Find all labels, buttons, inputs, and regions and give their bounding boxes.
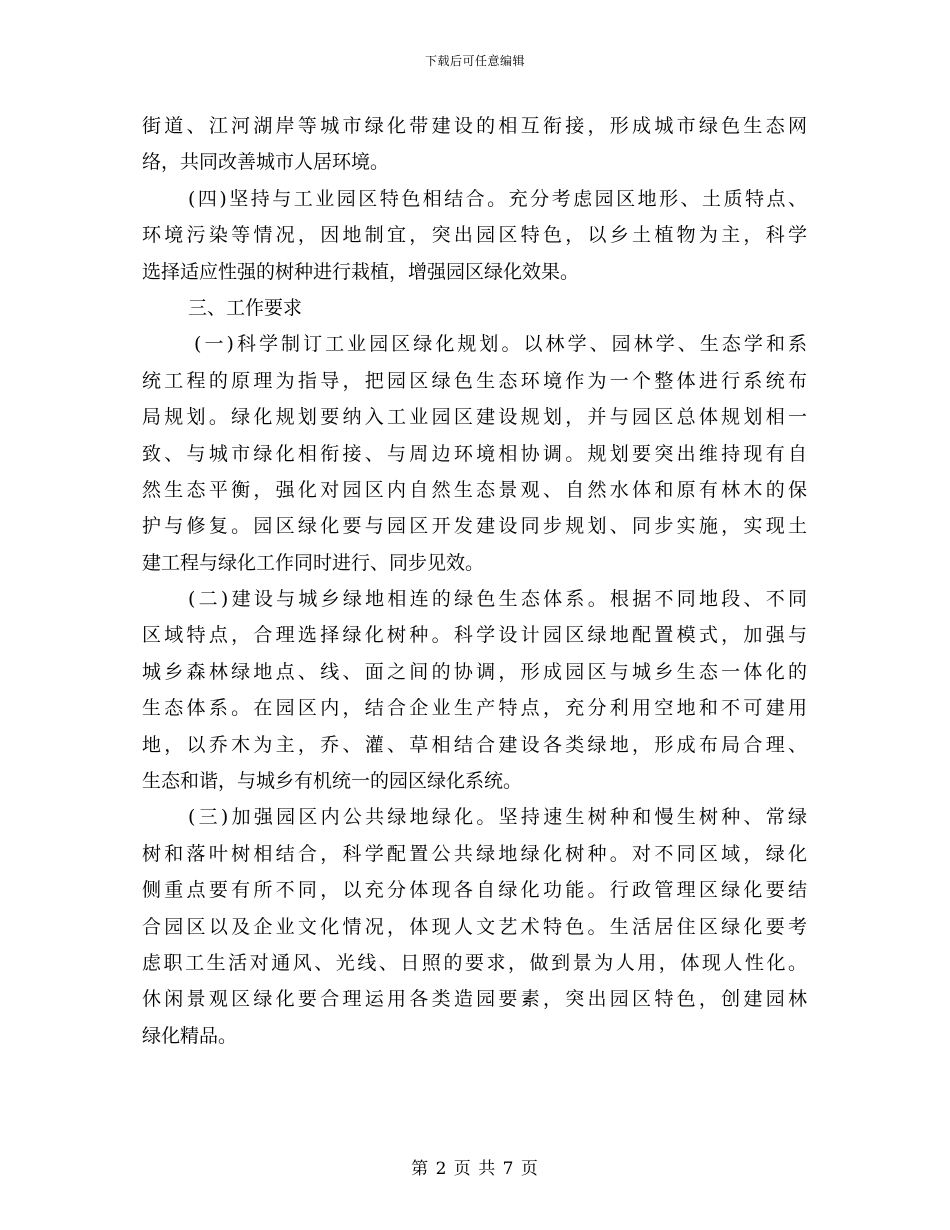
body-line: 虑职工生活对通风、光线、日照的要求，做到景为人用，体现人性化。 bbox=[142, 951, 807, 974]
document-body bbox=[142, 108, 807, 1054]
page-header: 下载后可任意编辑 bbox=[424, 54, 525, 68]
body-line: 区域特点，合理选择绿化树种。科学设计园区绿地配置模式，加强与 bbox=[142, 624, 807, 647]
body-line: 合园区以及企业文化情况，体现人文艺术特色。生活居住区绿化要考 bbox=[142, 915, 807, 938]
body-line: 统工程的原理为指导，把园区绿色生态环境作为一个整体进行系统布 bbox=[142, 369, 807, 392]
body-line: 树和落叶树相结合，科学配置公共绿地绿化树种。对不同区域，绿化 bbox=[142, 842, 807, 865]
section-heading: 三、工作要求 bbox=[188, 296, 303, 319]
body-line: 地，以乔木为主，乔、灌、草相结合建设各类绿地，形成布局合理、 bbox=[142, 733, 807, 756]
body-line: 生态和谐，与城乡有机统一的园区绿化系统。 bbox=[142, 770, 523, 793]
paragraph-two-start: (二)建设与城乡绿地相连的绿色生态体系。根据不同地段、不同 bbox=[188, 588, 807, 611]
paragraph-one-start: (一)科学制订工业园区绿化规划。以林学、园林学、生态学和系 bbox=[194, 333, 807, 356]
body-line: 局规划。绿化规划要纳入工业园区建设规划，并与园区总体规划相一 bbox=[142, 406, 807, 429]
body-line: 络，共同改善城市人居环境。 bbox=[142, 151, 390, 174]
page-number: 第 2 页 共 7 页 bbox=[411, 1159, 539, 1179]
body-line: 选择适应性强的树种进行栽植，增强园区绿化效果。 bbox=[142, 260, 580, 283]
body-line: 护与修复。园区绿化要与园区开发建设同步规划、同步实施，实现土 bbox=[142, 515, 807, 538]
body-line: 侧重点要有所不同，以充分体现各自绿化功能。行政管理区绿化要结 bbox=[142, 879, 807, 902]
paragraph-four-start: (四)坚持与工业园区特色相结合。充分考虑园区地形、土质特点、 bbox=[188, 187, 807, 210]
body-line: 建工程与绿化工作同时进行、同步见效。 bbox=[142, 551, 485, 574]
body-line: 城乡森林绿地点、线、面之间的协调，形成园区与城乡生态一体化的 bbox=[142, 660, 807, 683]
paragraph-three-start: (三)加强园区内公共绿地绿化。坚持速生树种和慢生树种、常绿 bbox=[188, 806, 807, 829]
body-line: 环境污染等情况，因地制宜，突出园区特色，以乡土植物为主，科学 bbox=[142, 224, 807, 247]
body-line: 致、与城市绿化相衔接、与周边环境相协调。规划要突出维持现有自 bbox=[142, 442, 807, 465]
body-line: 绿化精品。 bbox=[142, 1024, 238, 1047]
body-line: 休闲景观区绿化要合理运用各类造园要素，突出园区特色，创建园林 bbox=[142, 988, 807, 1011]
body-line: 然生态平衡，强化对园区内自然生态景观、自然水体和原有林木的保 bbox=[142, 478, 807, 501]
body-line: 生态体系。在园区内，结合企业生产特点，充分利用空地和不可建用 bbox=[142, 697, 807, 720]
body-line: 街道、江河湖岸等城市绿化带建设的相互衔接，形成城市绿色生态网 bbox=[142, 115, 807, 137]
